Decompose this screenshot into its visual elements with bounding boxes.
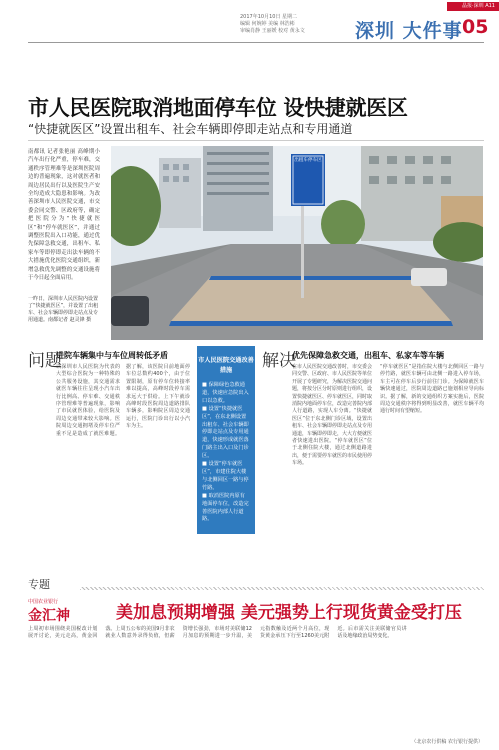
proof-line: 审编肖静 王丽媛 校对 黄永文 (240, 28, 305, 34)
solution-tag: 解决 (262, 351, 296, 371)
measure-item: ■ 保障绿色急救通道，快速应急院出入口以急救。 (202, 382, 249, 404)
article-subhead: “快捷就医区”设置出租车、社会车辆即停即走站点和专用通道 (28, 122, 353, 136)
photo-caption: 一昨日，深圳市人民医院内设置了“快捷就医区”，并设置了出租车、社会车辆即停即走站点及专用通道。南都记者 赵灵锋 摄 (28, 296, 99, 323)
issue-meta (240, 14, 305, 35)
section-title: 深圳 大件事 (355, 20, 463, 42)
problem-body: 以深圳市人民医院为代表的大型综合医院为一种特殊的公共服务设施，其交通需求就医车辆往往呈现小汽车出行比例高、停车难、交通秩序管理难等普遍现象，影响了市民就医体验，给医院及周边交通带来较大影响。医院周边交通拥堵及停车位严重不足是造成了就医难题。据了解，该医院目前地面停车位总数约400个，由于位置限制，原有停车位转接率难以提高，高峰时段停车需求远大于供给。上下午就诊高峰时段医院周边道路排队车辆多，影响院区周边交通运行，医院门诊出行以小汽车为主。 (56, 364, 190, 437)
article-lead: 南都讯 记者张艳丽 高峰期小汽车出行化严重，停车难，交通秩序管理难等是深圳医院周边的普遍现象，这对就医者和周边居民出行以及医院生产安全均造成大隐患和影响。为改善深圳市人民医院交通，市交委会同交警、区政府等，确定把医院分为“快捷就医区”和“停车就医区”，并通过调整医院出入口功能，通过优先保障急救交通，出租车、私家车等即停即走出法车辆的不大措施优化医院交通组织，新增急救优先调整的交通设施将于今日起全面启用。 (28, 149, 100, 282)
bank-logo-small: 中国农业银行 (28, 599, 59, 605)
article-photo (111, 146, 483, 340)
measure-item: ■ 取消医院内原有地面停车位，改造完善医院内部人行道路。 (202, 492, 249, 523)
photo-sign-text: 出租车停车区 (294, 158, 322, 163)
solution-heading: 优先保障急救交通，出租车、私家车等车辆 (292, 351, 444, 360)
top-page-bar: 晶报·深圳 A11 (447, 2, 499, 11)
editor-line: 编辑 何婉婷 美编 林浩彬 (240, 21, 295, 27)
problem-tag: 问题 (28, 351, 62, 371)
photo-illustration (111, 146, 483, 340)
masthead-rule (28, 42, 484, 43)
masthead (0, 0, 499, 44)
bank-logo-big: 金汇神 (28, 608, 70, 624)
measures-box (197, 346, 255, 534)
special-headline: 美加息预期增强 美元强势上行现货黄金受打压 (116, 603, 462, 623)
special-body: 上周初市场围绕美国税改计划展开讨论，美元走高，黄金回落。上周五公布的美国9月非农就业人数意外录得负值，但薪资增长强劲，市场对美联储12月加息的预期进一步升温，美元指数触及近两个月高位，现货黄金承压下行至1260美元附近。后市需关注美联储官员讲话及地缘政治局势变化。 (28, 626, 407, 640)
headline-rule (28, 140, 484, 141)
solution-body: 在市人民医院交通改善时，市交委会同交警、区政府、市人民医院等单位开展了专题研究，为解决医院交通问题，将按分区分时原则进行组织，设置快捷就医区、停车就医区，同时取消院内地面停车位，改造完善院内部人行道路，实现人车分离。“快捷就医区”位于东北侧门诊区域，设置出租车、社会车辆即停即走站点及专用通道，车辆即停即走，大大方便就医者快速进出医院。“停车就医区”位于北侧住院大楼，通过北侧道路进出，便于需要停车就医的市民使用停车场。 (292, 364, 373, 467)
problem-heading: 进院车辆集中与车位周转低矛盾 (56, 351, 168, 360)
special-divider (80, 587, 484, 590)
article-headline: 市人民医院取消地面停车位 设快捷就医区 (28, 96, 408, 120)
measure-item: ■ 设置“停车就医区”，市建住院大楼与北侧回区一路与停竹路。 (202, 461, 249, 491)
measures-box-title: 市人民医院交通改善措施 (198, 357, 254, 374)
special-source: （北京农行供稿 农行银行提供） (411, 739, 483, 745)
issue-date: 2017年10月10日 星期二 (240, 14, 298, 20)
measures-list (197, 376, 255, 524)
measure-item: ■ 设置“快捷就医区”，在东北侧设置出租车、社会车辆即停即走站点及专用通道，快速形成就医落门路主出入口及门诊区。 (202, 405, 249, 460)
page-number: 05 (462, 16, 489, 38)
bank-logo (28, 598, 80, 622)
solution-body-continued: “停车就医区”是指住院大楼与北侧回区一路与停竹路，就医车辆可由北侧一路进入停车场，车主可在停车后步行前往门诊。为保障就医车辆快速通过，医院周边道路已施划相应导向标识。据了解，新的交通组织方案实施后，医院周边交通秩序将得到明显改善，就医车辆平均通行时间有望缩短。 (380, 364, 484, 415)
special-label: 专题 (28, 578, 50, 591)
